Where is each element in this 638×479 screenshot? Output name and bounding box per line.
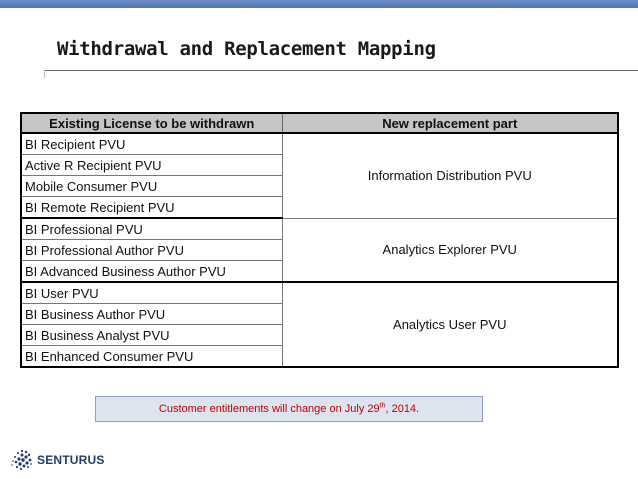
table-row [21,282,618,304]
existing-license-cell: BI Professional Author PVU [21,240,282,261]
replacement-part-cell: Information Distribution PVU [282,133,618,218]
table-row [21,218,618,240]
replacement-part-cell: Analytics Explorer PVU [282,218,618,282]
existing-license-cell: BI User PVU [21,282,282,304]
existing-license-cell: Mobile Consumer PVU [21,176,282,197]
existing-license-cell: Active R Recipient PVU [21,155,282,176]
existing-license-cell: BI Advanced Business Author PVU [21,261,282,283]
entitlement-notice [95,396,483,422]
mapping-table [20,112,619,368]
existing-license-cell: BI Enhanced Consumer PVU [21,346,282,368]
table-header-row [21,113,618,133]
title-underline [44,70,638,71]
header-existing-license: Existing License to be withdrawn [21,113,282,133]
existing-license-cell: BI Business Analyst PVU [21,325,282,346]
slide-title: Withdrawal and Replacement Mapping [57,38,436,60]
top-accent-bar [0,0,638,8]
header-replacement-part: New replacement part [282,113,618,133]
existing-license-cell: BI Professional PVU [21,218,282,240]
replacement-part-cell: Analytics User PVU [282,282,618,367]
notice-text: Customer entitlements will change on July 29 [158,403,380,415]
existing-license-cell: BI Business Author PVU [21,304,282,325]
table-row [21,133,618,155]
existing-license-cell: BI Remote Recipient PVU [21,197,282,219]
existing-license-cell: BI Recipient PVU [21,133,282,155]
senturus-logo [8,447,105,473]
senturus-globe-icon [8,448,34,472]
logo-wordmark: SENTURUS [37,453,105,467]
notice-superscript: th [379,402,386,410]
notice-text-end: , 2014. [385,403,420,415]
title-underline-tick [44,70,45,78]
